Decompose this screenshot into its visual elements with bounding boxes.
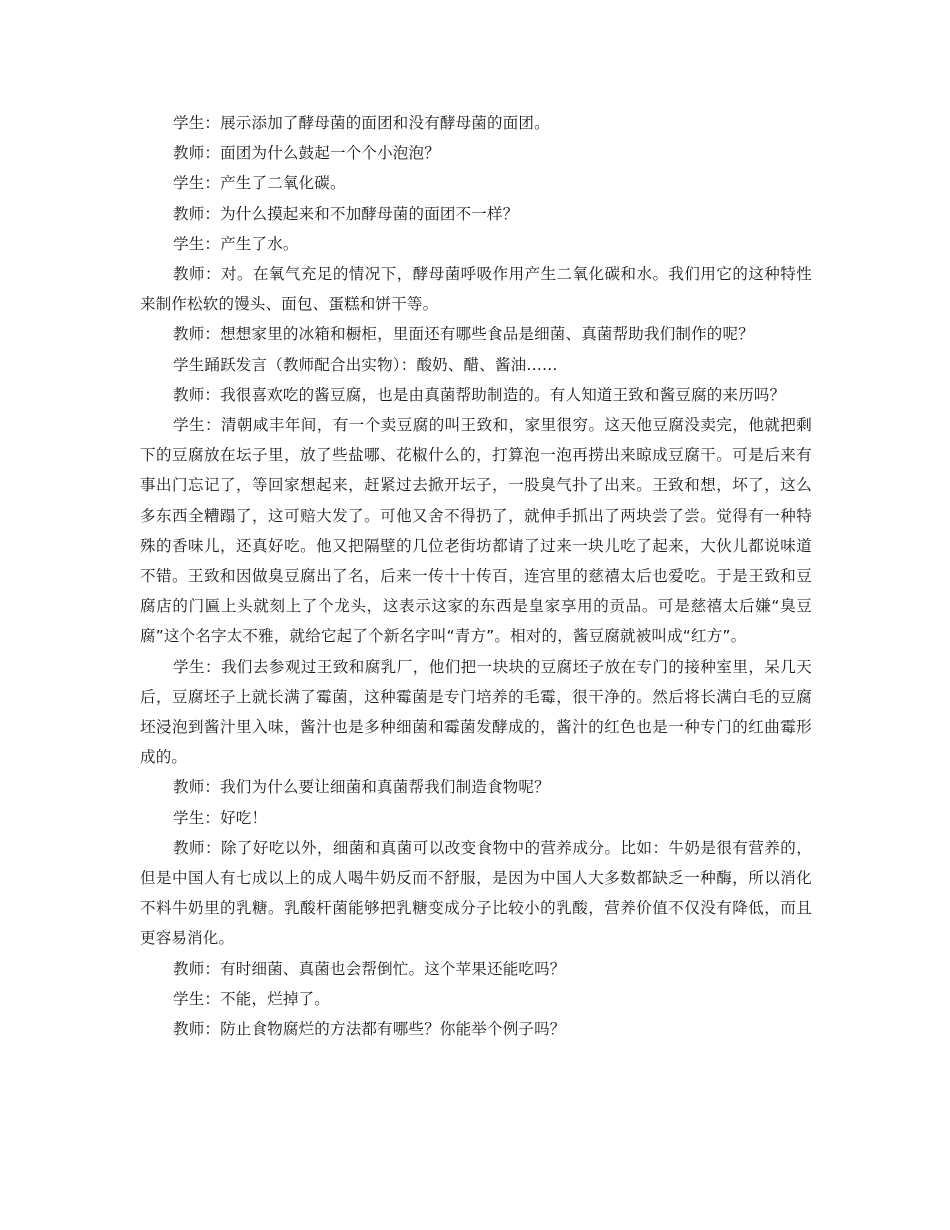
- paragraph-5: 学生：产生了水。: [173, 234, 299, 253]
- paragraph-10: 学生：清朝咸丰年间，有一个卖豆腐的叫王致和，家里很穷。这天他豆腐没卖完，他就把剩下的豆腐放在坛子里，放了些盐哪、花椒什么的，打算泡一泡再捞出来晾成豆腐干。可是后来有事出门忘记了，等回家想起来，赶紧过去掀开坛子，一股臭气扑了出来。王致和想，坏了，这么多东西全糟蹋了，这可赔大发了。可他又舍不得扔了，就伸手抓出了两块尝了尝。觉得有一种特殊的香味儿，还真好吃。他又把隔壁的几位老街坊都请了过来一块儿吃了起来，大伙儿都说味道不错。王致和因做臭豆腐出了名，后来一传十十传百，连宫里的慈禧太后也爱吃。于是王致和豆腐店的门匾上头就刻上了个龙头，这表示这家的东西是皇家享用的贡品。可是慈禧太后嫌“臭豆腐”这个名字太不雅，就给它起了个新名字叫“青方”。相对的，酱豆腐就被叫成“红方”。: [140, 416, 812, 646]
- paragraph-8: 学生踊跃发言（教师配合出实物）：酸奶、醋、酱油……: [173, 355, 558, 374]
- paragraph-2: 教师：面团为什么鼓起一个个小泡泡？: [173, 144, 440, 163]
- paragraph-4: 教师：为什么摸起来和不加酵母菌的面团不一样？: [173, 204, 519, 223]
- paragraph-6: 教师：对。在氧气充足的情况下，酵母菌呼吸作用产生二氧化碳和水。我们用它的这种特性来制作松软的馒头、面包、蛋糕和饼干等。: [140, 265, 812, 314]
- paragraph-15: 教师：有时细菌、真菌也会帮倒忙。这个苹果还能吃吗？: [173, 959, 566, 978]
- paragraph-1: 学生：展示添加了酵母菌的面团和没有酵母菌的面团。: [173, 114, 550, 132]
- paragraph-7: 教师：想想家里的冰箱和橱柜，里面还有哪些食品是细菌、真菌帮助我们制作的呢？: [173, 325, 754, 344]
- paragraph-11: 学生：我们去参观过王致和腐乳厂，他们把一块块的豆腐坯子放在专门的接种室里，呆几天后，豆腐坯子上就长满了霉菌，这种霉菌是专门培养的毛霉，很干净的。然后将长满白毛的豆腐坯浸泡到酱汁里入味，酱汁也是多种细菌和霉菌发酵成的，酱汁的红色也是一种专门的红曲霉形成的。: [140, 657, 812, 767]
- paragraph-13: 学生：好吃！: [173, 808, 268, 827]
- paragraph-12: 教师：我们为什么要让细菌和真菌帮我们制造食物呢？: [173, 778, 550, 797]
- paragraph-14: 教师：除了好吃以外，细菌和真菌可以改变食物中的营养成分。比如：牛奶是很有营养的，但是中国人有七成以上的成人喝牛奶反而不舒服，是因为中国人大多数都缺乏一种酶，所以消化不料牛奶里的乳糖。乳酸杆菌能够把乳糖变成分子比较小的乳酸，营养价值不仅没有降低，而且更容易消化。: [140, 838, 812, 948]
- paragraph-17: 教师：防止食物腐烂的方法都有哪些？你能举个例子吗？: [173, 1020, 566, 1039]
- paragraph-9: 教师：我很喜欢吃的酱豆腐，也是由真菌帮助制造的。有人知道王致和酱豆腐的来历吗？: [173, 385, 786, 404]
- paragraph-3: 学生：产生了二氧化碳。: [173, 174, 346, 193]
- paragraph-16: 学生：不能，烂掉了。: [173, 989, 331, 1008]
- document-body: [140, 108, 812, 1044]
